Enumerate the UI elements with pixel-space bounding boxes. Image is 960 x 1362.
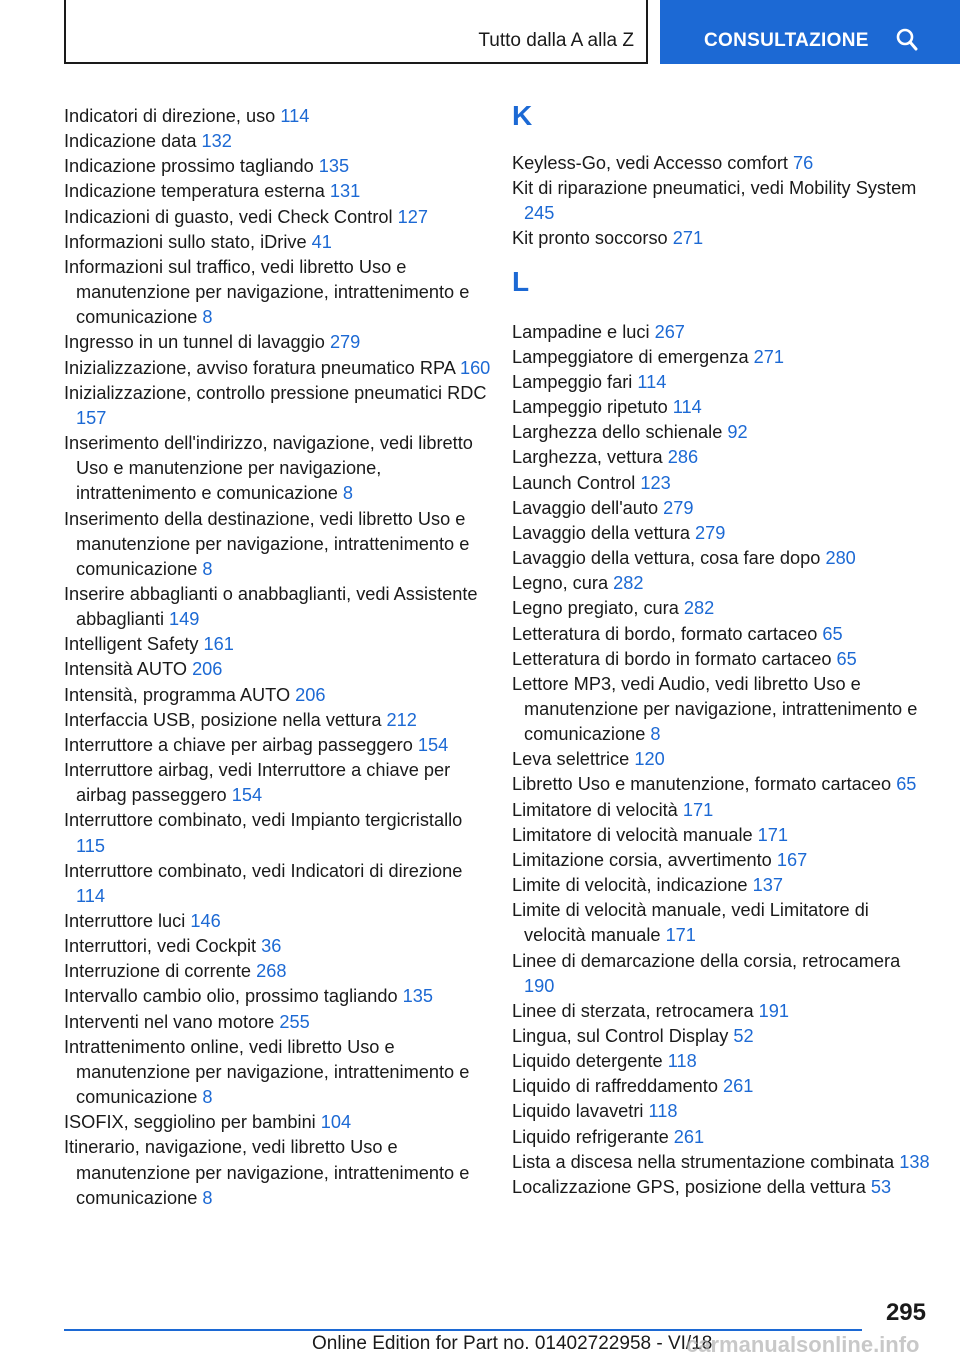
index-entry-text: Larghezza dello schienale <box>512 422 723 443</box>
index-entry <box>64 104 494 129</box>
index-entry-text: Interruttore airbag, vedi Interruttore a chiave per airbag passeggero <box>64 760 451 806</box>
page-number: 295 <box>885 1299 926 1326</box>
page-reference-link[interactable]: 171 <box>757 824 789 845</box>
index-entry <box>512 420 932 445</box>
index-entry-text: Lampeggiatore di emergenza <box>512 346 749 367</box>
consult-label: CONSULTAZIONE <box>704 30 869 51</box>
page-reference-link[interactable]: 52 <box>733 1026 754 1046</box>
index-entry-text: Limite di velocità, indicazione <box>512 875 748 896</box>
page-reference-link[interactable]: 261 <box>723 1076 754 1097</box>
index-entry <box>512 949 932 999</box>
index-entry-text: Liquido detergente <box>512 1051 663 1072</box>
page-reference-link[interactable]: 8 <box>650 724 661 745</box>
index-entry <box>512 1049 932 1074</box>
page-reference-link[interactable]: 271 <box>753 346 785 367</box>
index-entry-text: Interruttore luci <box>64 911 186 931</box>
index-entry <box>512 471 932 496</box>
page-reference-link[interactable]: 206 <box>295 684 326 705</box>
index-column-left <box>64 104 494 1211</box>
index-entry <box>512 848 932 873</box>
index-entry <box>512 647 932 672</box>
page-reference-link[interactable]: 65 <box>896 774 917 795</box>
index-entry-text: Intervallo cambio olio, prossimo tagliando <box>64 986 398 1007</box>
index-entry <box>64 154 494 179</box>
page-reference-link[interactable]: 267 <box>654 321 685 342</box>
index-entry-text: Keyless-Go, vedi Accesso comfort <box>512 153 788 173</box>
index-letter-l: L <box>512 265 530 297</box>
index-entry <box>64 1135 494 1210</box>
index-entry-text: Lavaggio dell'auto <box>512 497 659 518</box>
index-entry-text: Letteratura di bordo, formato cartaceo <box>512 623 818 644</box>
index-entry-text: Liquido di raffreddamento <box>512 1076 718 1097</box>
page-reference-link[interactable]: 36 <box>261 936 282 957</box>
index-entry-text: Libretto Uso e manutenzione, formato cartaceo <box>512 774 892 795</box>
index-entry-text: Kit di riparazione pneumatici, vedi Mobility System <box>512 178 917 199</box>
index-entry-text: Intelligent Safety <box>64 634 199 655</box>
index-entry <box>64 683 494 708</box>
index-entry <box>64 959 494 984</box>
index-entry-text: Interruzione di corrente <box>64 961 252 982</box>
index-entry <box>64 909 494 934</box>
index-entry-text: Lampeggio fari <box>512 371 633 392</box>
page-reference-link[interactable]: 282 <box>683 598 715 619</box>
page-reference-link[interactable]: 255 <box>279 1011 310 1032</box>
consult-tab[interactable] <box>660 0 960 64</box>
index-entry <box>512 873 932 898</box>
page-reference-link[interactable]: 190 <box>524 975 555 996</box>
index-entry <box>512 1150 932 1175</box>
index-entry <box>64 934 494 959</box>
index-entry <box>64 733 494 758</box>
index-entry <box>512 1074 932 1099</box>
index-entry-text: Launch Control <box>512 472 636 493</box>
page-reference-link[interactable]: 132 <box>201 131 232 152</box>
index-entry <box>64 984 494 1009</box>
page-reference-link[interactable]: 154 <box>231 785 263 806</box>
page-reference-link[interactable]: 171 <box>665 925 696 946</box>
index-entry-text: Linee di demarcazione della corsia, retrocamera <box>512 950 901 971</box>
index-entry-text: Intensità, programma AUTO <box>64 684 291 705</box>
index-entry <box>512 345 932 370</box>
index-entry-text: Lista a discesa nella strumentazione combinata <box>512 1151 895 1172</box>
index-entry <box>64 205 494 230</box>
page-reference-link[interactable]: 41 <box>311 231 332 252</box>
index-entry-text: ISOFIX, seggiolino per bambini <box>64 1112 316 1133</box>
page-reference-link[interactable]: 8 <box>202 1187 213 1208</box>
page-reference-link[interactable]: 261 <box>673 1126 705 1147</box>
index-entry <box>512 571 932 596</box>
index-entry-text: Lampadine e luci <box>512 321 650 342</box>
page-reference-link[interactable]: 104 <box>320 1112 352 1133</box>
index-entry-text: Intensità AUTO <box>64 659 187 680</box>
page-reference-link[interactable]: 65 <box>822 623 843 644</box>
index-entry-text: Lampeggio ripetuto <box>512 397 668 418</box>
index-entry <box>64 758 494 808</box>
index-entry <box>512 395 932 420</box>
page-reference-link[interactable]: 120 <box>634 749 665 770</box>
index-entry <box>512 747 932 772</box>
page-reference-link[interactable]: 8 <box>202 1087 213 1108</box>
section-title: Tutto dalla A alla Z <box>478 30 634 51</box>
page-reference-link[interactable]: 127 <box>397 206 428 227</box>
page-reference-link[interactable]: 135 <box>402 986 434 1007</box>
page-reference-link[interactable]: 157 <box>76 407 107 428</box>
page-reference-link[interactable]: 114 <box>76 885 105 906</box>
index-entry-text: Letteratura di bordo in formato cartaceo <box>512 648 832 669</box>
index-entry <box>512 521 932 546</box>
header-section-box <box>64 0 648 64</box>
page-reference-link[interactable]: 206 <box>192 659 223 680</box>
page-reference-link[interactable]: 76 <box>793 153 814 173</box>
page-reference-link[interactable]: 149 <box>169 609 200 630</box>
index-entry-text: Liquido refrigerante <box>512 1126 669 1147</box>
page-reference-link[interactable]: 92 <box>727 422 748 443</box>
index-entry-text: Interventi nel vano motore <box>64 1011 275 1032</box>
index-entry-text: Itinerario, navigazione, vedi libretto Uso e manutenzione per navigazione, intrattenimento e comunicazione <box>64 1137 470 1208</box>
index-entry-text: Interruttore combinato, vedi Indicatori di direzione <box>64 860 463 881</box>
index-entry <box>512 1125 932 1150</box>
page-reference-link[interactable]: 8 <box>342 483 354 504</box>
index-entry <box>512 798 932 823</box>
index-entry-text: Linee di sterzata, retrocamera <box>512 1000 754 1021</box>
index-entry-text: Limitazione corsia, avvertimento <box>512 849 772 870</box>
page-reference-link[interactable]: 154 <box>417 734 449 755</box>
index-entry-text: Indicazioni di guasto, vedi Check Control <box>64 206 393 227</box>
page-reference-link[interactable]: 8 <box>202 307 213 328</box>
page-reference-link[interactable]: 65 <box>836 648 857 669</box>
page-reference-link[interactable]: 118 <box>648 1101 678 1122</box>
page-reference-link[interactable]: 286 <box>667 447 699 468</box>
index-entry <box>64 507 494 582</box>
watermark-logo: carmanualsonline.info <box>686 1332 920 1357</box>
index-entry-text: Interruttore a chiave per airbag passeggero <box>64 734 413 755</box>
index-entry-text: Kit pronto soccorso <box>512 228 668 249</box>
index-entry <box>64 657 494 682</box>
index-entry <box>512 823 932 848</box>
index-entry <box>512 1024 932 1049</box>
index-entry-text: Indicatori di direzione, uso <box>64 106 276 126</box>
index-entry-text: Legno, cura <box>512 573 609 594</box>
index-entry <box>64 179 494 204</box>
index-entry-text: Larghezza, vettura <box>512 447 663 468</box>
page-reference-link[interactable]: 280 <box>825 548 856 569</box>
page-reference-link[interactable]: 138 <box>899 1151 930 1172</box>
index-entry-text: Localizzazione GPS, posizione della vettura <box>512 1176 866 1197</box>
index-column-right <box>512 100 932 1200</box>
index-entry <box>512 496 932 521</box>
index-entry-text: Indicazione prossimo tagliando <box>64 156 314 177</box>
index-entry-text: Inserire abbaglianti o anabbaglianti, vedi Assistente abbaglianti <box>64 583 478 630</box>
index-entry <box>64 1035 494 1110</box>
page-reference-link[interactable]: 271 <box>672 228 704 249</box>
page-reference-link[interactable]: 171 <box>682 799 714 820</box>
index-entry-text: Indicazione data <box>64 131 197 152</box>
index-entry-text: Limite di velocità manuale, vedi Limitatore di velocità manuale <box>512 900 869 946</box>
search-icon[interactable] <box>896 28 918 54</box>
index-entry-text: Inserimento dell'indirizzo, navigazione, vedi libretto Uso e manutenzione per navigazione, intrattenimento e comunicazione <box>64 433 473 504</box>
index-entry <box>512 370 932 395</box>
page-reference-link[interactable]: 114 <box>637 371 667 392</box>
index-entry <box>64 808 494 858</box>
index-entry <box>64 1010 494 1035</box>
index-entry-text: Informazioni sullo stato, iDrive <box>64 231 307 252</box>
index-entry <box>64 859 494 909</box>
page-reference-link[interactable]: 161 <box>203 634 234 655</box>
index-entry <box>512 672 932 747</box>
page-reference-link[interactable]: 279 <box>329 332 361 353</box>
index-entry <box>64 632 494 657</box>
index-entry-text: Limitatore di velocità manuale <box>512 824 753 845</box>
index-entry <box>512 772 932 797</box>
page-reference-link[interactable]: 123 <box>640 472 671 493</box>
index-entry-text: Inizializzazione, controllo pressione pneumatici RDC <box>64 382 487 403</box>
index-entry-text: Lavaggio della vettura, cosa fare dopo <box>512 548 821 569</box>
index-entry-text: Leva selettrice <box>512 749 630 770</box>
page-reference-link[interactable]: 268 <box>256 961 287 982</box>
index-entry-text: Lingua, sul Control Display <box>512 1026 729 1046</box>
index-entry-text: Informazioni sul traffico, vedi libretto Uso e manutenzione per navigazione, intrattenimento e comunicazione <box>64 256 470 328</box>
index-entry-text: Liquido lavavetri <box>512 1101 644 1122</box>
page-reference-link[interactable]: 212 <box>386 709 417 730</box>
index-entry <box>64 708 494 733</box>
index-entry-text: Legno pregiato, cura <box>512 598 679 619</box>
page-reference-link[interactable]: 167 <box>776 849 808 870</box>
page-reference-link[interactable]: 131 <box>329 181 361 202</box>
page-reference-link[interactable]: 135 <box>318 156 350 177</box>
index-list-l <box>512 320 932 1200</box>
page-reference-link[interactable]: 279 <box>695 522 726 543</box>
page-reference-link[interactable]: 191 <box>758 1000 790 1021</box>
page-reference-link[interactable]: 115 <box>76 835 105 856</box>
page-reference-link[interactable]: 53 <box>870 1176 892 1197</box>
page-reference-link[interactable]: 137 <box>752 875 783 896</box>
index-entry <box>64 356 494 381</box>
index-entry <box>64 129 494 154</box>
footer-edition-text: Online Edition for Part no. 01402722958 - VI/18 <box>312 1333 713 1354</box>
index-entry <box>512 1175 932 1200</box>
index-entry-text: Inizializzazione, avviso foratura pneumatico RPA <box>64 357 455 378</box>
index-entry <box>512 151 932 176</box>
index-entry-text: Limitatore di velocità <box>512 799 678 820</box>
index-list-k <box>512 151 932 252</box>
index-entry-text: Interruttore combinato, vedi Impianto tergicristallo <box>64 810 463 831</box>
index-entry-text: Interruttori, vedi Cockpit <box>64 936 257 957</box>
index-entry <box>512 622 932 647</box>
page-reference-link[interactable]: 245 <box>524 203 555 224</box>
index-entry-text: Interfaccia USB, posizione nella vettura <box>64 709 382 730</box>
index-entry <box>64 230 494 255</box>
index-entry <box>512 898 932 948</box>
index-entry <box>512 1099 932 1124</box>
index-entry-text: Indicazione temperatura esterna <box>64 181 325 202</box>
index-entry <box>512 445 932 470</box>
index-entry <box>512 176 932 226</box>
index-entry-text: Lavaggio della vettura <box>512 522 690 543</box>
index-entry <box>512 596 932 621</box>
index-entry-text: Ingresso in un tunnel di lavaggio <box>64 332 325 353</box>
page-reference-link[interactable]: 114 <box>280 106 310 126</box>
index-entry <box>512 226 932 251</box>
index-entry <box>64 255 494 330</box>
index-entry <box>512 546 932 571</box>
index-entry-text: Lettore MP3, vedi Audio, vedi libretto Uso e manutenzione per navigazione, intrattenimento e comunicazione <box>512 673 918 745</box>
index-entry-text: Inserimento della destinazione, vedi libretto Uso e manutenzione per navigazione, intrattenimento e comunicazione <box>64 508 470 579</box>
page-reference-link[interactable]: 8 <box>202 558 213 579</box>
page-reference-link[interactable]: 160 <box>459 357 491 378</box>
page-reference-link[interactable]: 146 <box>190 911 221 931</box>
index-letter-k: K <box>512 100 533 131</box>
page-reference-link[interactable]: 279 <box>663 497 694 518</box>
page-reference-link[interactable]: 114 <box>672 397 702 418</box>
index-entry <box>64 381 494 431</box>
index-entry <box>64 431 494 506</box>
page-reference-link[interactable]: 118 <box>667 1051 697 1072</box>
index-entry <box>64 330 494 355</box>
index-entry <box>64 582 494 632</box>
index-entry <box>64 1110 494 1135</box>
index-entry <box>512 320 932 345</box>
footer-divider <box>64 1329 862 1331</box>
page-reference-link[interactable]: 282 <box>613 573 644 594</box>
index-entry-text: Intrattenimento online, vedi libretto Uso e manutenzione per navigazione, intrattenimento e comunicazione <box>64 1036 470 1108</box>
index-entry <box>512 999 932 1024</box>
